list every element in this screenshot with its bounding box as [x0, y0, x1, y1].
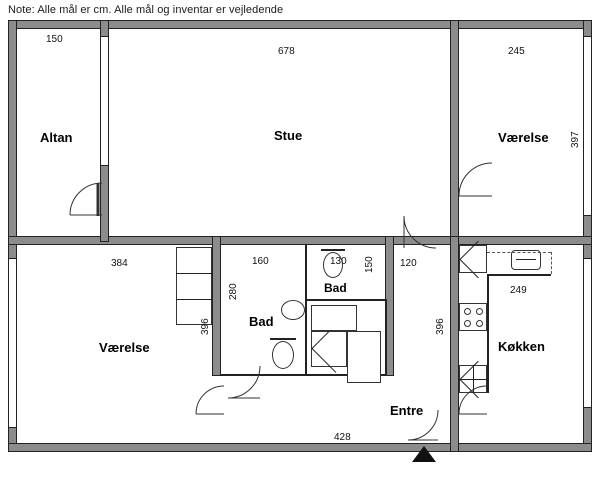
wall-middle-horizontal — [8, 236, 592, 245]
room-label-bad-small: Bad — [324, 281, 347, 295]
wardrobe-shelf-2 — [176, 299, 212, 300]
kitchen-sink-line — [516, 259, 536, 260]
dim-bottom-width: 428 — [334, 432, 351, 443]
toilet-icon-bad — [272, 341, 294, 369]
dim-kokken-width: 249 — [510, 285, 527, 296]
shower-icon-bad — [311, 331, 347, 367]
room-label-altan: Altan — [40, 130, 73, 145]
burner-3 — [464, 320, 471, 327]
window-right-vaerelse — [583, 36, 592, 216]
wall-left-upper — [8, 20, 17, 242]
counter-icon-left — [459, 245, 487, 273]
cabinet-icon-bad — [347, 331, 381, 383]
room-label-vaerelse-right: Værelse — [498, 130, 549, 145]
window-left-vaerelse — [8, 258, 17, 428]
room-label-kokken: Køkken — [498, 339, 545, 354]
dim-vaerelse-right-side: 397 — [570, 131, 581, 148]
dim-stue-top: 678 — [278, 46, 295, 57]
stove-icon — [459, 303, 487, 331]
fridge-cross-d — [473, 365, 474, 393]
kitchen-counter-line-top — [487, 274, 551, 276]
dim-vaerelse-left-width: 384 — [111, 258, 128, 269]
window-right-kokken — [583, 258, 592, 408]
burner-4 — [476, 320, 483, 327]
wall-stue-vaerelse — [450, 20, 459, 242]
dim-entre-height: 396 — [435, 318, 446, 335]
burner-2 — [476, 308, 483, 315]
dim-bad-height: 280 — [228, 283, 239, 300]
dim-vaerelse-left-height: 396 — [200, 318, 211, 335]
upper-cabinet-dashed-right — [551, 252, 553, 274]
wall-bottom — [8, 443, 592, 452]
dim-bad-small-width: 130 — [330, 256, 347, 267]
kitchen-counter-line — [487, 274, 489, 393]
room-label-entre: Entre — [390, 403, 424, 418]
room-label-stue: Stue — [274, 128, 303, 143]
dim-vaerelse-top-right: 245 — [508, 46, 525, 57]
partition-bad-horizontal — [305, 299, 387, 301]
room-label-vaerelse-left: Værelse — [99, 340, 150, 355]
window-altan-left — [100, 36, 109, 166]
dim-entre-gap: 120 — [400, 258, 417, 269]
toilet-tank-bad — [270, 338, 296, 340]
dim-altan-top: 150 — [46, 34, 63, 45]
partition-bad-vertical — [305, 245, 307, 376]
room-label-bad-main: Bad — [249, 314, 274, 329]
burner-1 — [464, 308, 471, 315]
wall-entre-kokken — [450, 236, 459, 452]
sink-icon-bad — [281, 300, 305, 320]
note-text: Note: Alle mål er cm. Alle mål og inventar er vejledende — [8, 4, 284, 16]
wall-vaerelse-bad — [212, 236, 221, 376]
upper-cabinet-dashed — [487, 252, 551, 254]
wardrobe-icon — [176, 247, 212, 325]
toilet-tank-top — [321, 249, 345, 251]
wall-top — [8, 20, 592, 29]
wardrobe-shelf-1 — [176, 273, 212, 274]
dim-bad-small-height: 150 — [364, 256, 375, 273]
dim-bad-width: 160 — [252, 256, 269, 267]
partition-bad-right-vertical — [385, 299, 387, 376]
bathtub-icon — [311, 305, 357, 331]
